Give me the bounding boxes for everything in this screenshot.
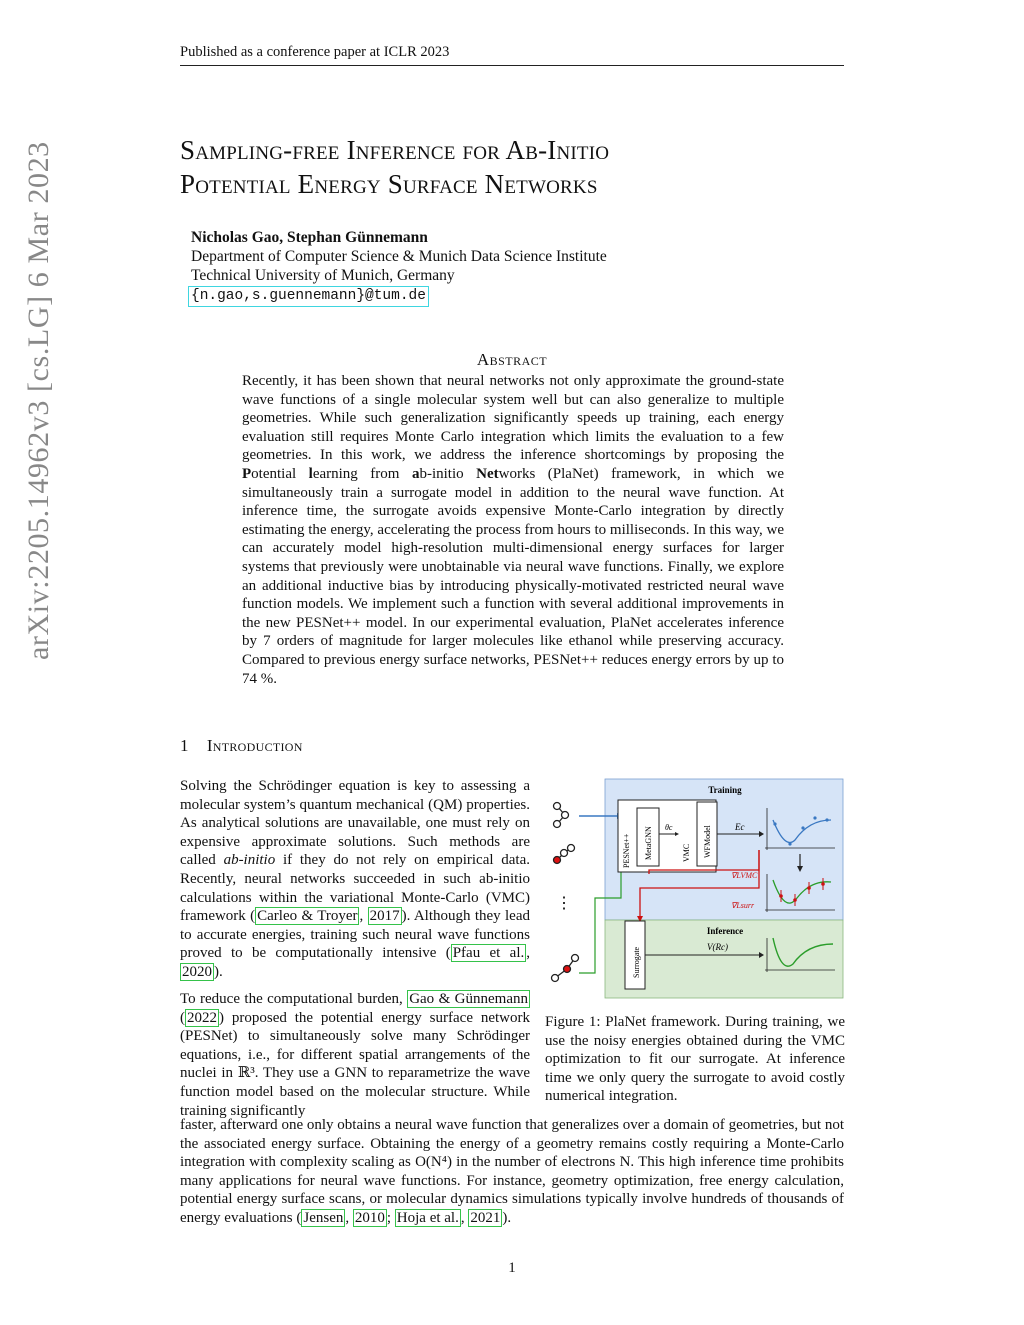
body-text: , bbox=[345, 1209, 353, 1226]
author-block bbox=[191, 228, 607, 307]
abstract-bold: Net bbox=[476, 465, 499, 482]
body-text: ). bbox=[502, 1209, 512, 1226]
body-text: , bbox=[526, 945, 530, 962]
citation-year-link[interactable]: 2010 bbox=[354, 1209, 385, 1226]
grad-vmc-label: ∇LVMC bbox=[731, 871, 758, 880]
author-names: Nicholas Gao, Stephan Günnemann bbox=[191, 229, 428, 246]
running-header: Published as a conference paper at ICLR 2023 bbox=[180, 44, 844, 66]
citation-year-link[interactable]: 2020 bbox=[182, 963, 212, 980]
molecule-icon bbox=[554, 845, 575, 864]
title-line-1: Sampling-free Inference for Ab-Initio bbox=[180, 135, 610, 165]
citation-link[interactable]: Carleo & Troyer bbox=[257, 908, 358, 925]
abstract-heading: Abstract bbox=[476, 350, 548, 369]
page-number: 1 bbox=[508, 1260, 516, 1276]
body-text: ( bbox=[180, 1009, 185, 1026]
abstract-text: Recently, it has been shown that neural networks not only approximate the ground-state wave functions of a single molecular system well but can also generalize to multiple geometries. While such generalization significantly speeds up training, each energy evaluation still requires Monte Carlo integration which limits the evaluation to a few geometries. In this work, we address the inference shortcomings by proposing the bbox=[242, 373, 784, 464]
pesnet-label: PESNet++ bbox=[622, 833, 631, 868]
email-link[interactable]: {n.gao,s.guennemann}@tum.de bbox=[188, 286, 429, 307]
body-text: if they do not rely on empirical data. Recently, neural networks succeeded in such ab-initio calculations within the variational Monte-Carlo (VMC) framework ( bbox=[180, 852, 530, 925]
body-text: To reduce the computational burden, bbox=[180, 991, 408, 1007]
section-number: 1 bbox=[180, 736, 189, 755]
training-label: Training bbox=[708, 785, 742, 795]
body-italic: ab-initio bbox=[223, 852, 276, 869]
arxiv-watermark: arXiv:2205.14962v3 [cs.LG] 6 Mar 2023 bbox=[22, 141, 55, 660]
citation-link[interactable]: Jensen bbox=[303, 1209, 344, 1226]
paper-title bbox=[180, 133, 860, 201]
vmc-label: VMC bbox=[682, 843, 691, 862]
theta-label: θc bbox=[665, 823, 673, 832]
abstract-text: works (PlaNet) framework, in which we simultaneously train a surrogate model in addition to the neural wave function. At inference time, the surrogate avoids expensive Monte-Carlo integration by directly estimating the energy, accelerating the process from hours to milliseconds. In this way, we can accurately model high-resolution multi-dimensional energy surfaces for larger systems that previously were unobtainable via neural wave functions. Finally, we explore an additional inductive bias by introducing physically-motivated restricted neural wave function models. We implement such a function with several additional improvements in the new PESNet++ model. In our experimental evaluation, PlaNet accelerates inference by 7 orders of magnitude for larger molecules like ethanol while preserving accuracy. Compared to previous energy surface networks, PESNet++ reduces energy errors by up to 74 %. bbox=[242, 465, 784, 687]
ellipsis-icon: ⋮ bbox=[556, 895, 572, 912]
grad-surr-label: ∇Lsurr bbox=[731, 901, 755, 910]
section-heading bbox=[180, 736, 303, 756]
inference-label: Inference bbox=[706, 926, 744, 936]
body-text: ) proposed the potential energy surface network (PESNet) to simultaneously solve many Schrödinger equations, i.e., for different spatial arrangements of the nuclei in ℝ³. They use a GNN to reparametrize the wave function model based on the molecular structure. While training significantly bbox=[180, 1009, 530, 1119]
intro-paragraph-3 bbox=[180, 1116, 844, 1228]
abstract-bold: a bbox=[411, 465, 420, 482]
planet-figure bbox=[545, 778, 845, 1000]
body-text: ). bbox=[214, 963, 223, 980]
body-text: ). Although they lead to accurate energies, training such neural wave functions proved to be computationally intensive ( bbox=[180, 908, 530, 962]
section-title: Introduction bbox=[206, 736, 303, 755]
citation-link[interactable]: Pfau et al. bbox=[452, 945, 525, 962]
citation-year-link[interactable]: 2017 bbox=[369, 908, 400, 925]
wfmodel-label: WFModel bbox=[703, 825, 712, 858]
intro-paragraph-2 bbox=[180, 990, 530, 1120]
abstract-text: b-initio bbox=[419, 465, 477, 482]
potential-label: V(Rc) bbox=[707, 942, 728, 952]
author-univ: Technical University of Munich, Germany bbox=[191, 267, 455, 284]
body-text: , bbox=[460, 1209, 469, 1226]
abstract-text: otential bbox=[251, 465, 309, 482]
body-text: ; bbox=[386, 1209, 395, 1226]
intro-paragraph-1 bbox=[180, 777, 530, 982]
title-line-2: Potential Energy Surface Networks bbox=[180, 169, 598, 199]
abstract-body bbox=[242, 372, 784, 688]
molecule-icon bbox=[552, 955, 579, 982]
body-text: Solving the Schrödinger equation is key to assessing a molecular system’s quantum mechanical (QM) properties. As analytical solutions are unavailable, one must rely on expensive approximate solutions. Such methods are called bbox=[180, 778, 530, 869]
abstract-text: earning from bbox=[312, 465, 412, 482]
metagnn-label: MetaGNN bbox=[644, 826, 653, 860]
citation-year-link[interactable]: 2022 bbox=[187, 1009, 217, 1026]
abstract-bold: P bbox=[242, 465, 252, 482]
citation-year-link[interactable]: 2021 bbox=[470, 1209, 501, 1226]
body-text: faster, afterward one only obtains a neural wave function that generalizes over a domain of geometries, but not the associated energy surface. Obtaining the energy of a geometry remains costly requiring a Monte-Carlo integration with complexity scaling as O(N⁴) in the number of electrons N. This high inference time prohibits many applications for neural wave functions. For instance, geometry optimization, free energy calculation, potential energy surface scans, or molecular dynamics simulations typically involve hundreds of thousands of energy evaluations ( bbox=[180, 1117, 844, 1226]
body-text: , bbox=[359, 908, 368, 925]
citation-link[interactable]: Gao & Günnemann bbox=[409, 991, 528, 1007]
abstract-bold: l bbox=[308, 465, 313, 482]
author-dept: Department of Computer Science & Munich Data Science Institute bbox=[191, 248, 607, 265]
citation-link[interactable]: Hoja et al. bbox=[396, 1209, 459, 1226]
figure-caption: Figure 1: PlaNet framework. During training, we use the noisy energies obtained during the VMC optimization to fit our surrogate. At inference time we only query the surrogate to avoid costly numerical integration. bbox=[545, 1014, 845, 1105]
surrogate-label: Surrogate bbox=[632, 946, 641, 978]
molecule-icon bbox=[554, 803, 569, 828]
energy-label: Ec bbox=[735, 822, 745, 832]
